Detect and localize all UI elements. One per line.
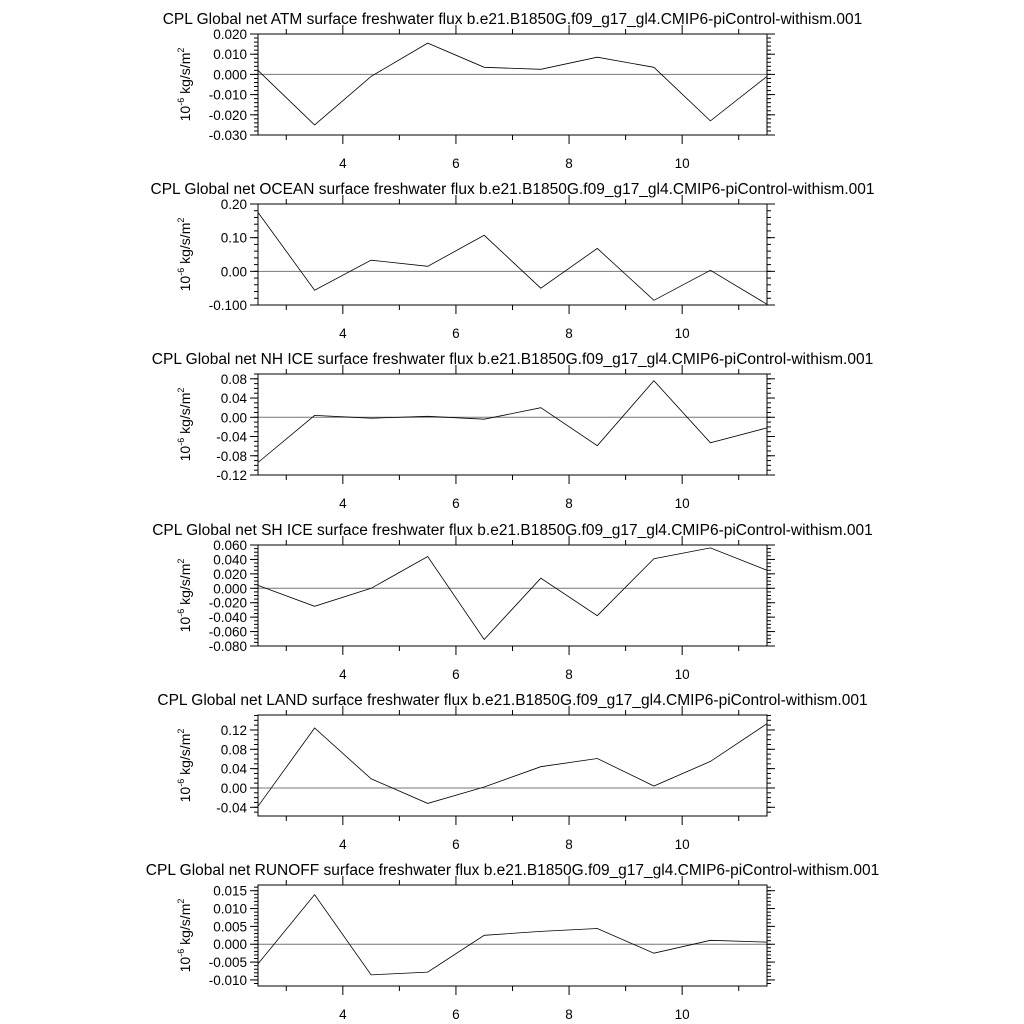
y-tick-label: -0.020 — [208, 107, 247, 123]
y-tick-label: 0.00 — [220, 264, 247, 280]
y-tick-label: 0.000 — [213, 937, 247, 953]
x-tick-label: 4 — [339, 326, 347, 341]
y-tick-label: 0.010 — [213, 901, 247, 917]
x-tick-label: 8 — [565, 326, 573, 341]
panel-title: CPL Global net OCEAN surface freshwater flux b.e21.B1850G.f09_g17_gl4.CMIP6-piControl-withism.001 — [150, 181, 875, 198]
x-tick-label: 10 — [674, 837, 690, 852]
y-tick-label: -0.010 — [208, 972, 247, 988]
series-line — [258, 548, 767, 640]
y-axis-label: $10^{-6}$ $kg/s/m^2$ — [176, 898, 193, 973]
y-axis-label: $10^{-6}$ $kg/s/m^2$ — [176, 217, 193, 292]
y-tick-label: 0.060 — [213, 538, 247, 553]
y-tick-label: 0.00 — [220, 780, 247, 796]
y-axis-label: $10^{-6}$ $kg/s/m^2$ — [176, 728, 193, 803]
plot-frame — [258, 34, 767, 135]
y-tick-label: 0.08 — [220, 742, 247, 758]
x-tick-label: 10 — [674, 496, 690, 511]
y-tick-label: -0.040 — [208, 610, 247, 626]
x-tick-label: 8 — [565, 837, 573, 852]
y-tick-label: -0.030 — [208, 128, 247, 143]
x-tick-label: 10 — [674, 667, 690, 682]
y-tick-label: -0.010 — [208, 87, 247, 103]
y-tick-label: 0.020 — [213, 566, 247, 582]
panel-3 — [152, 351, 873, 511]
x-tick-label: 6 — [452, 326, 460, 341]
panel-title: CPL Global net LAND surface freshwater flux b.e21.B1850G.f09_g17_gl4.CMIP6-piControl-withism.001 — [157, 692, 868, 709]
y-tick-label: -0.12 — [216, 468, 247, 483]
y-tick-label: 0.010 — [213, 47, 247, 63]
panel-6 — [146, 862, 879, 1022]
plot-frame — [258, 715, 767, 816]
y-tick-label: -0.080 — [208, 639, 247, 654]
y-tick-label: 0.04 — [220, 391, 247, 407]
x-tick-label: 4 — [339, 156, 347, 171]
panel-title: CPL Global net SH ICE surface freshwater flux b.e21.B1850G.f09_g17_gl4.CMIP6-piControl-withism.001 — [152, 522, 873, 539]
panel-1 — [163, 11, 863, 171]
x-tick-label: 6 — [452, 496, 460, 511]
y-tick-label: 0.000 — [213, 67, 247, 83]
y-tick-label: -0.04 — [216, 800, 247, 816]
x-tick-label: 4 — [339, 667, 347, 682]
y-tick-label: -0.060 — [208, 624, 247, 640]
y-tick-label: 0.08 — [220, 371, 247, 387]
y-tick-label: -0.100 — [208, 298, 247, 313]
x-tick-label: 8 — [565, 496, 573, 511]
panel-title: CPL Global net RUNOFF surface freshwater flux b.e21.B1850G.f09_g17_gl4.CMIP6-piControl-withism.001 — [145, 862, 880, 879]
plot-frame — [258, 204, 767, 305]
x-tick-label: 6 — [452, 1007, 460, 1022]
y-axis-label: $10^{-6}$ $kg/s/m^2$ — [176, 47, 193, 122]
y-tick-label: 0.10 — [220, 230, 247, 246]
y-tick-label: 0.20 — [220, 197, 247, 212]
x-tick-label: 10 — [674, 156, 690, 171]
y-tick-label: 0.040 — [213, 552, 247, 568]
y-tick-label: 0.04 — [220, 761, 247, 777]
y-axis-label: $10^{-6}$ $kg/s/m^2$ — [176, 558, 193, 633]
y-axis-label: $10^{-6}$ $kg/s/m^2$ — [176, 387, 193, 462]
series-line — [258, 43, 767, 125]
y-tick-label: -0.08 — [216, 448, 247, 464]
x-tick-label: 8 — [565, 156, 573, 171]
x-tick-label: 4 — [339, 1007, 347, 1022]
plot-frame — [258, 545, 767, 646]
series-line — [258, 724, 767, 807]
x-tick-label: 6 — [452, 837, 460, 852]
y-tick-label: -0.005 — [208, 955, 247, 971]
x-tick-label: 6 — [452, 667, 460, 682]
y-tick-label: 0.005 — [213, 919, 247, 935]
panel-title: CPL Global net NH ICE surface freshwater flux b.e21.B1850G.f09_g17_gl4.CMIP6-piControl-withism.001 — [151, 351, 874, 368]
x-tick-label: 10 — [674, 1007, 690, 1022]
panel-5 — [157, 692, 867, 852]
x-tick-label: 6 — [452, 156, 460, 171]
y-tick-label: -0.04 — [216, 429, 247, 445]
x-tick-label: 10 — [674, 326, 690, 341]
y-tick-label: 0.12 — [220, 722, 247, 738]
y-tick-label: -0.020 — [208, 595, 247, 611]
x-tick-label: 8 — [565, 667, 573, 682]
series-line — [258, 895, 767, 975]
series-line — [258, 381, 767, 463]
x-tick-label: 4 — [339, 496, 347, 511]
x-tick-label: 8 — [565, 1007, 573, 1022]
panel-title: CPL Global net ATM surface freshwater flux b.e21.B1850G.f09_g17_gl4.CMIP6-piControl-withism.001 — [162, 11, 863, 28]
plot-frame — [258, 374, 767, 475]
panel-2 — [151, 181, 875, 341]
y-tick-label: 0.015 — [213, 883, 247, 899]
y-tick-label: 0.000 — [213, 581, 247, 597]
x-tick-label: 4 — [339, 837, 347, 852]
y-tick-label: 0.00 — [220, 410, 247, 426]
series-line — [258, 212, 767, 304]
y-tick-label: 0.020 — [213, 27, 247, 42]
panel-4 — [152, 522, 873, 682]
plot-frame — [258, 885, 767, 986]
